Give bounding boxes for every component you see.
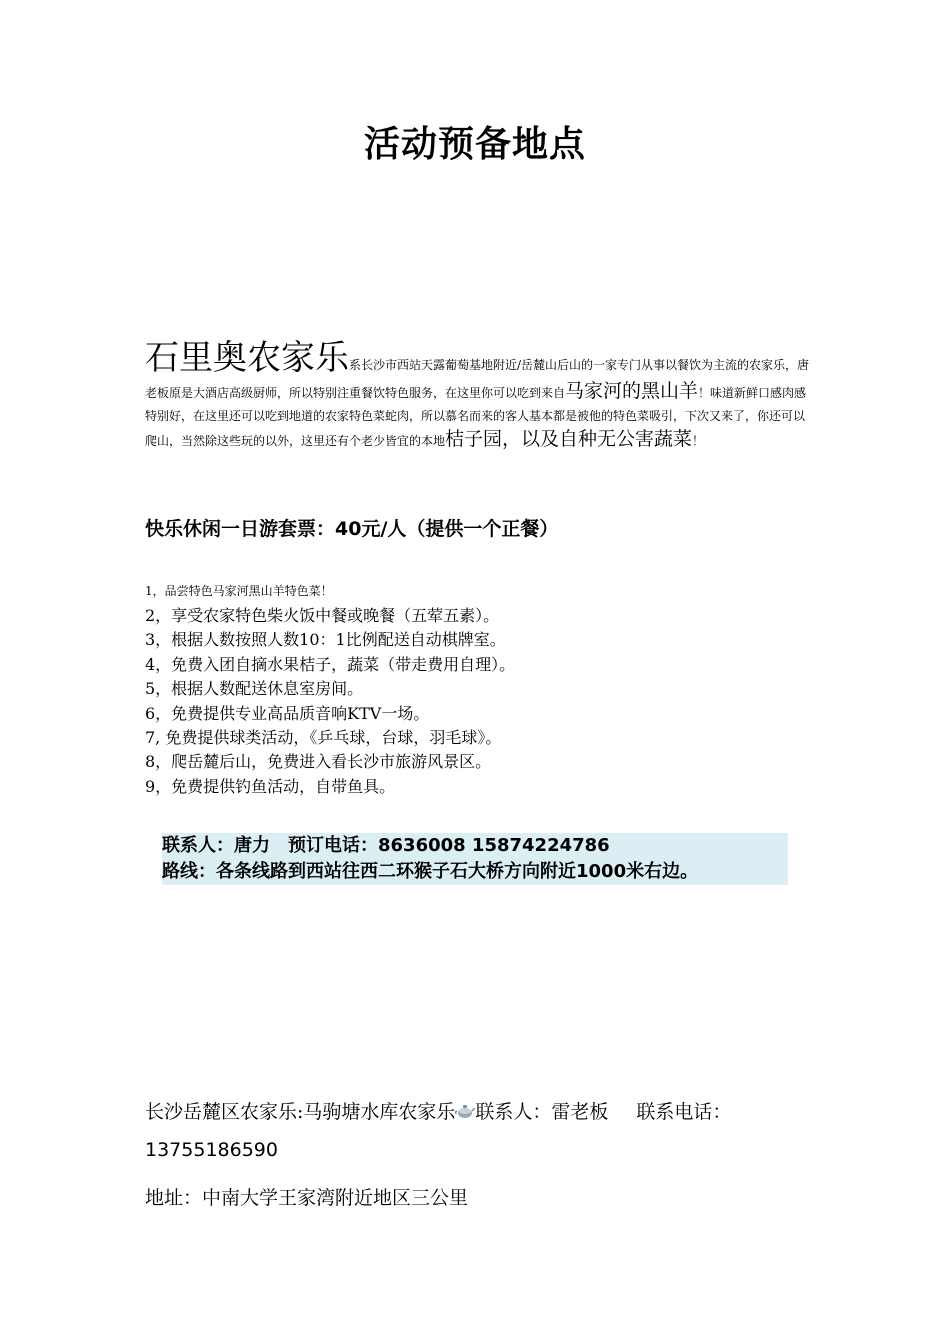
list-item: 1，品尝特色马家河黑山羊特色菜！ <box>145 584 333 598</box>
list-item: 7, 免费提供球类活动，《乒乓球，台球，羽毛球》。 <box>145 728 502 748</box>
list-item: 3，根据人数按照人数10：1比例配送自动棋牌室。 <box>145 630 506 650</box>
farm2-phone-label: 联系电话： <box>636 1101 732 1123</box>
list-item: 9，免费提供钓鱼活动，自带鱼具。 <box>145 776 396 796</box>
farm2-contact: 联系人：雷老板 <box>475 1101 609 1123</box>
farm1-desc-a: 系长沙市西站天露葡萄基地附近/岳麓山后山的一家专门从事以餐饮为主流的农家乐，唐老板原是大酒店高级厨师，所以特别注重餐饮特色服务，在这里你可以吃到来自 <box>145 358 810 400</box>
contact-line: 联系人：唐力 预订电话：8636008 15874224786 <box>162 835 610 856</box>
teapot-icon <box>455 1095 475 1113</box>
farm2-name: 长沙岳麓区农家乐:马驹塘水库农家乐 <box>145 1101 456 1123</box>
farm1-intro <box>145 336 813 453</box>
list-item: 8，爬岳麓后山，免费进入看长沙市旅游风景区。 <box>145 752 492 772</box>
farm1-highlight-a: 马家河的黑山羊 <box>565 380 699 402</box>
farm1-name: 石里奥农家乐 <box>145 338 349 378</box>
list-item: 4，免费入团自摘水果桔子，蔬菜（带走费用自理）。 <box>145 654 516 674</box>
farm2-phone: 13755186590 <box>145 1139 278 1161</box>
contact-box <box>162 833 788 885</box>
list-item: 2，享受农家特色柴火饭中餐或晚餐（五荤五素）。 <box>145 606 500 625</box>
farm2-info <box>145 1093 825 1169</box>
farm2-address: 地址：中南大学王家湾附近地区三公里 <box>145 1187 469 1209</box>
package-title: 快乐休闲一日游套票：40元/人（提供一个正餐） <box>145 518 559 540</box>
farm1-desc-c: ！ <box>692 434 705 448</box>
route-line: 路线：各条线路到西站往西二环猴子石大桥方向附近1000米右边。 <box>162 861 699 882</box>
farm1-highlight-b: 桔子园，以及自种无公害蔬菜 <box>445 428 693 450</box>
list-item: 5，根据人数配送休息室房间。 <box>145 679 364 699</box>
farm1-desc-b: ！味道新鲜口感肉感特别好，在这里还可以吃到地道的农家特色菜蛇肉，所以慕名而来的客人基本都是被他的特色菜吸引，下次又来了，你还可以爬山，当然除这些玩的以外，这里还有个老少皆宜的本地 <box>145 386 807 448</box>
list-item: 6，免费提供专业高品质音响KTV一场。 <box>145 703 430 723</box>
package-items-list <box>145 578 825 799</box>
page-title: 活动预备地点 <box>363 123 586 165</box>
